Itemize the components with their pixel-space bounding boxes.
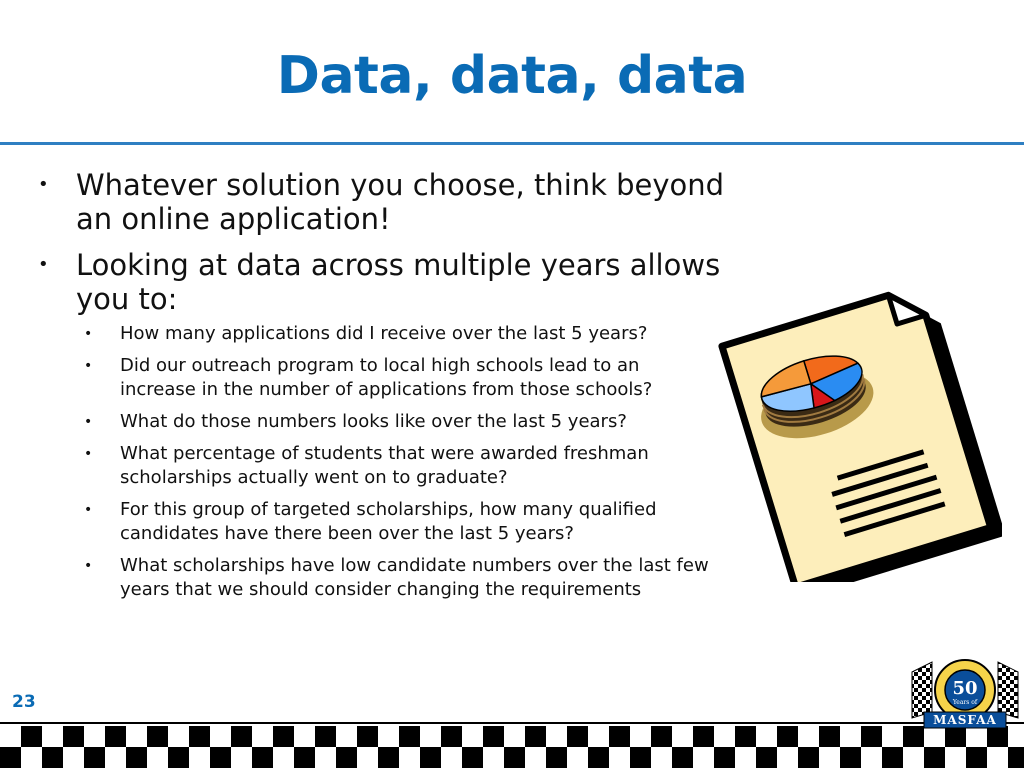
sub-bullet-text: Did our outreach program to local high schools lead to an increase in the number of applications from those schools?	[120, 355, 653, 400]
masfaa-50-years-logo	[910, 652, 1020, 736]
bullet-text: Looking at data across multiple years allows you to:	[76, 248, 721, 316]
sub-bullet-text: How many applications did I receive over the last 5 years?	[120, 323, 648, 344]
bullet-item	[38, 248, 728, 602]
bullet-text: Whatever solution you choose, think beyond an online application!	[76, 168, 725, 236]
paper-sheet	[722, 287, 991, 582]
sub-bullet-list	[76, 322, 728, 602]
logo-name: MASFAA	[933, 713, 997, 727]
sub-bullet-item	[76, 410, 720, 434]
bullet-item	[38, 168, 728, 236]
sub-bullet-icon: •	[84, 502, 93, 518]
sub-bullet-item	[76, 322, 720, 346]
slide-number: 23	[12, 692, 36, 712]
sub-bullet-icon: •	[84, 358, 93, 374]
sub-bullet-item	[76, 498, 720, 546]
footer-divider	[0, 722, 1024, 724]
bullet-content	[38, 168, 728, 614]
sub-bullet-icon: •	[84, 558, 93, 574]
sub-bullet-item	[76, 554, 720, 602]
bullet-list	[38, 168, 728, 602]
sub-bullet-text: What percentage of students that were awarded freshman scholarships actually went on to graduate?	[120, 443, 649, 488]
sub-bullet-item	[76, 354, 720, 402]
sub-bullet-icon: •	[84, 414, 93, 430]
bullet-icon: •	[38, 174, 49, 195]
slide-title: Data, data, data	[276, 46, 748, 106]
sub-bullet-item	[76, 442, 720, 490]
sub-bullet-icon: •	[84, 446, 93, 462]
pie-chart-document-clipart	[712, 262, 1002, 586]
sub-bullet-text: What scholarships have low candidate numbers over the last few years that we should consider changing the requirements	[120, 555, 709, 600]
sub-bullet-icon: •	[84, 326, 93, 342]
logo-number: 50	[952, 678, 978, 699]
bullet-icon: •	[38, 254, 49, 275]
paper-fold	[888, 287, 925, 324]
checkered-flag-footer	[0, 726, 1024, 768]
sub-bullet-text: For this group of targeted scholarships, how many qualified candidates have there been over the last 5 years?	[120, 499, 657, 544]
sub-bullet-text: What do those numbers looks like over the last 5 years?	[120, 411, 627, 432]
title-divider	[0, 142, 1024, 145]
logo-years: Years of	[952, 699, 978, 706]
